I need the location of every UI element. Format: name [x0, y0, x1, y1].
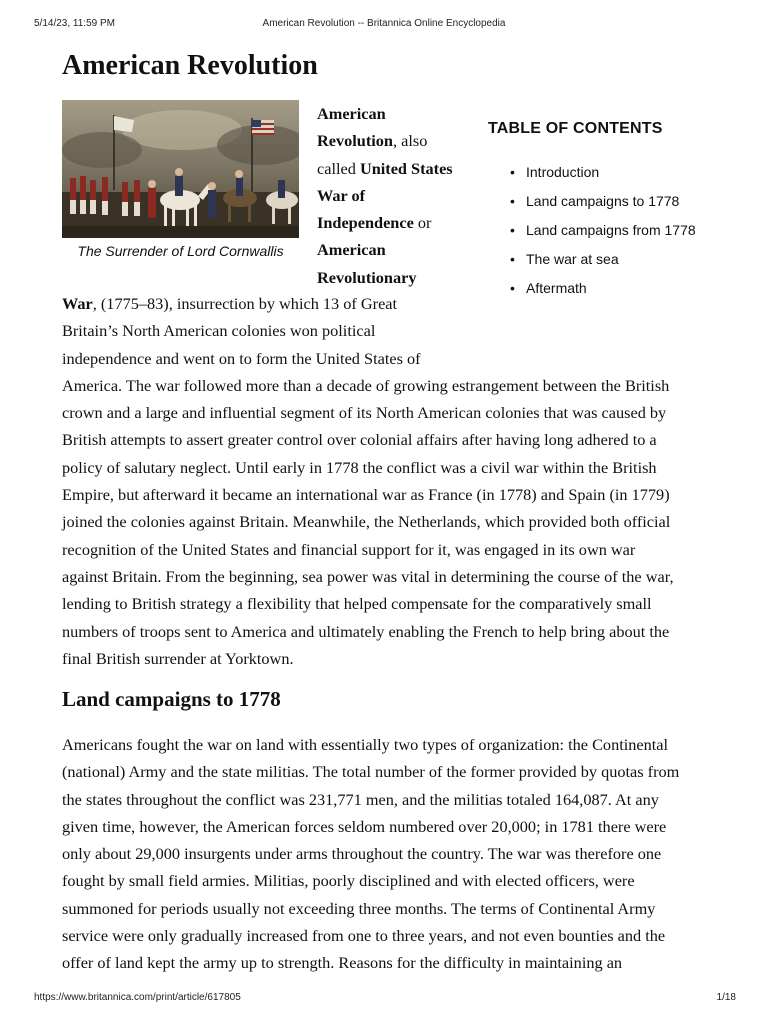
bold-term: Revolutionary [317, 267, 417, 287]
surrender-painting-image [62, 100, 299, 238]
section-heading-land-campaigns-to-1778: Land campaigns to 1778 [62, 687, 281, 711]
text-line [62, 426, 674, 453]
text-run: called [317, 158, 360, 178]
text-line [62, 399, 674, 426]
text-line [62, 645, 674, 672]
text-line [62, 590, 674, 617]
text-run: crown and a large and influential segment of its North American colonies that was caused by [62, 403, 667, 423]
text-run: final British surrender at Yorktown. [62, 648, 294, 668]
text-line [317, 209, 453, 236]
toc-item-label[interactable]: Introduction [526, 164, 600, 180]
text-run: or [413, 213, 432, 233]
text-line: service were only gradually increased from one to three years, and not even bounties and the [62, 926, 666, 946]
toc-item-label[interactable]: Aftermath [526, 280, 587, 296]
article-figure [62, 100, 299, 259]
print-url: https://www.britannica.com/print/article/617805 [34, 992, 241, 1003]
toc-bullet: • [510, 164, 515, 180]
bold-term: United States [359, 158, 453, 178]
text-line: fought by small field armies. Militias, poorly disciplined and with elected officers, were [62, 871, 635, 891]
text-run: lending to British strategy a flexibility that helped compensate for the comparatively small [62, 594, 652, 614]
text-run: Britain’s North American colonies won political [62, 321, 376, 341]
text-run: numbers of troops sent to America and ultimately enabling the French to help bring about the [62, 621, 670, 641]
bold-term: Independence [317, 213, 414, 233]
text-line [317, 127, 453, 154]
text-line [62, 508, 674, 535]
intro-paragraph-body [62, 290, 674, 672]
toc-title: TABLE OF CONTENTS [488, 120, 663, 137]
text-line [317, 264, 453, 291]
text-line [317, 100, 453, 127]
bold-term: American [317, 104, 386, 123]
print-document-title: American Revolution -- Britannica Online Encyclopedia [262, 18, 506, 29]
text-run: recognition of the United States and financial support for it, was engaged in its own war [62, 539, 636, 559]
text-run: policy of salutary neglect. Until early in 1778 the conflict was a civil war within the British [62, 457, 657, 477]
table-of-contents [488, 120, 728, 309]
toc-item-land-campaigns-from-1778[interactable] [488, 222, 728, 251]
print-header [0, 18, 768, 32]
bold-term: War [62, 294, 93, 313]
text-run: , also [393, 131, 428, 151]
text-line [62, 317, 674, 344]
text-line [317, 236, 453, 263]
bold-term: Revolution [317, 131, 393, 151]
text-line: summoned for periods usually not exceeding three months. The terms of Continental Army [62, 898, 656, 918]
text-line [62, 536, 674, 563]
toc-bullet: • [510, 222, 515, 238]
text-line: given time, however, the American forces seldom numbered over 20,000; in 1781 there were [62, 816, 667, 836]
text-run: independence and went on to form the United States of [62, 348, 421, 368]
text-line: only about 29,000 insurgents under arms throughout the country. The war was therefore one [62, 844, 662, 864]
toc-item-introduction[interactable] [488, 164, 728, 193]
text-line [62, 345, 674, 372]
text-line [62, 618, 674, 645]
bold-term: War of [317, 185, 366, 205]
bold-term: American [317, 240, 386, 260]
section-paragraph [62, 731, 679, 977]
text-line: the states throughout the conflict was 231,771 men, and the militias totaled 164,087. At any [62, 789, 659, 809]
toc-list [488, 164, 728, 309]
text-run: America. The war followed more than a decade of growing estrangement between the British [62, 375, 670, 395]
toc-bullet: • [510, 251, 515, 267]
text-line [62, 481, 674, 508]
text-line [62, 563, 674, 590]
text-run: joined the colonies against Britain. Meanwhile, the Netherlands, which provided both official [62, 512, 671, 532]
text-line: offer of land kept the army up to strength. Reasons for the difficulty in maintaining an [62, 953, 623, 973]
print-datetime: 5/14/23, 11:59 PM [34, 18, 115, 29]
text-line: (national) Army and the state militias. The total number of the former provided by quotas from [62, 762, 680, 782]
toc-bullet: • [510, 193, 515, 209]
text-run: against Britain. From the beginning, sea power was vital in determining the course of the war, [62, 566, 674, 586]
toc-bullet: • [510, 280, 515, 296]
print-footer [0, 992, 768, 1006]
text-run: British attempts to assert greater control over colonial affairs after having long adhered to a [62, 430, 657, 450]
text-line: Americans fought the war on land with essentially two types of organization: the Continental [62, 735, 669, 754]
figure-caption: The Surrender of Lord Cornwallis [77, 243, 284, 259]
toc-item-label[interactable]: Land campaigns to 1778 [526, 193, 680, 209]
text-line [317, 182, 453, 209]
toc-item-label[interactable]: The war at sea [526, 251, 619, 267]
text-line [62, 372, 674, 399]
toc-item-war-at-sea[interactable] [488, 251, 728, 280]
text-line [62, 454, 674, 481]
text-line [62, 290, 674, 317]
article-title: American Revolution [62, 50, 318, 81]
intro-paragraph-top [317, 100, 453, 291]
text-run: Empire, but afterward it became an international war as France (in 1778) and Spain (in 1779) [62, 485, 670, 505]
toc-item-label[interactable]: Land campaigns from 1778 [526, 222, 696, 238]
toc-item-land-campaigns-to-1778[interactable] [488, 193, 728, 222]
text-line [317, 155, 453, 182]
text-run: , (1775–83), insurrection by which 13 of Great [92, 294, 398, 313]
print-page-number: 1/18 [716, 992, 736, 1003]
